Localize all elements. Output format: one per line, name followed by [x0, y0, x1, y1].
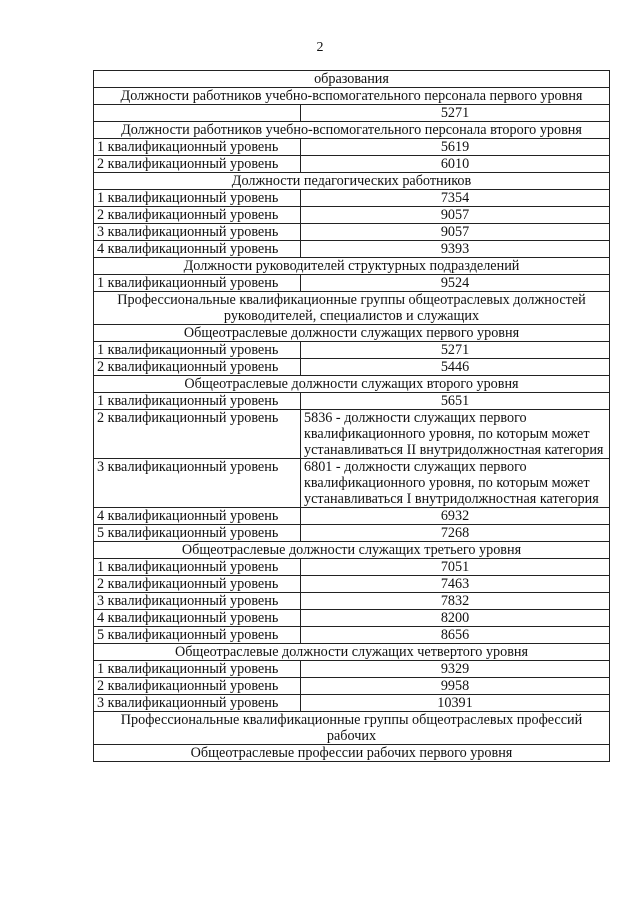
salary-value: 9958 [301, 678, 610, 695]
section-header: образования [94, 71, 610, 88]
section-header: Должности работников учебно-вспомогательного персонала второго уровня [94, 122, 610, 139]
salary-value: 7051 [301, 559, 610, 576]
salary-value: 10391 [301, 695, 610, 712]
section-header: Общеотраслевые должности служащих четвертого уровня [94, 644, 610, 661]
qualification-level: 5 квалификационный уровень [94, 525, 301, 542]
section-header: Должности педагогических работников [94, 173, 610, 190]
qualification-level: 1 квалификационный уровень [94, 342, 301, 359]
section-header-row [94, 644, 610, 661]
table-row [94, 241, 610, 258]
table-row [94, 275, 610, 292]
qualification-level: 2 квалификационный уровень [94, 410, 301, 459]
section-header-row [94, 712, 610, 745]
salary-value: 9057 [301, 207, 610, 224]
salary-value: 5619 [301, 139, 610, 156]
salary-description: 6801 - должности служащих первого квалификационного уровня, по которым может устанавливаться I внутридолжностная категория [301, 459, 610, 508]
table-row [94, 576, 610, 593]
section-header-row [94, 376, 610, 393]
qualification-level: 3 квалификационный уровень [94, 459, 301, 508]
table-row [94, 610, 610, 627]
salary-value: 9524 [301, 275, 610, 292]
qualification-level: 4 квалификационный уровень [94, 241, 301, 258]
salary-value: 9393 [301, 241, 610, 258]
qualification-level: 3 квалификационный уровень [94, 695, 301, 712]
table-row [94, 459, 610, 508]
section-header: Общеотраслевые должности служащих второго уровня [94, 376, 610, 393]
section-header-row [94, 122, 610, 139]
qualification-level: 1 квалификационный уровень [94, 661, 301, 678]
table-row [94, 359, 610, 376]
table-row [94, 139, 610, 156]
qualification-level: 1 квалификационный уровень [94, 559, 301, 576]
qualification-level: 2 квалификационный уровень [94, 359, 301, 376]
table-row [94, 559, 610, 576]
table-row [94, 508, 610, 525]
table-row [94, 393, 610, 410]
section-header-row [94, 173, 610, 190]
table-row [94, 695, 610, 712]
page-number: 2 [316, 40, 324, 55]
table-row [94, 105, 610, 122]
salary-value: 5271 [301, 342, 610, 359]
salary-value: 9057 [301, 224, 610, 241]
table-row [94, 156, 610, 173]
qualification-level: 1 квалификационный уровень [94, 139, 301, 156]
qualification-level: 1 квалификационный уровень [94, 393, 301, 410]
section-header: Должности руководителей структурных подразделений [94, 258, 610, 275]
salary-description: 5836 - должности служащих первого квалификационного уровня, по которым может устанавливаться II внутридолжностная категория [301, 410, 610, 459]
table-row [94, 410, 610, 459]
qualification-level: 1 квалификационный уровень [94, 275, 301, 292]
salary-value: 6010 [301, 156, 610, 173]
qualification-level: 3 квалификационный уровень [94, 593, 301, 610]
qualification-level: 1 квалификационный уровень [94, 190, 301, 207]
salary-value: 8200 [301, 610, 610, 627]
section-header-row [94, 258, 610, 275]
section-header-row [94, 745, 610, 762]
qualification-level: 3 квалификационный уровень [94, 224, 301, 241]
qualification-level: 2 квалификационный уровень [94, 576, 301, 593]
salary-value: 5271 [301, 105, 610, 122]
qualification-level: 4 квалификационный уровень [94, 610, 301, 627]
section-header: Профессиональные квалификационные группы общеотраслевых должностей руководителей, специалистов и служащих [94, 292, 610, 325]
qualification-level: 2 квалификационный уровень [94, 207, 301, 224]
section-header: Общеотраслевые должности служащих первого уровня [94, 325, 610, 342]
section-header-row [94, 542, 610, 559]
table-row [94, 525, 610, 542]
section-header: Должности работников учебно-вспомогательного персонала первого уровня [94, 88, 610, 105]
section-header-row [94, 71, 610, 88]
salary-value: 7463 [301, 576, 610, 593]
table-row [94, 224, 610, 241]
table-row [94, 207, 610, 224]
table-row [94, 190, 610, 207]
section-header-row [94, 292, 610, 325]
salary-value: 5651 [301, 393, 610, 410]
section-header: Общеотраслевые должности служащих третьего уровня [94, 542, 610, 559]
qualification-level: 2 квалификационный уровень [94, 156, 301, 173]
section-header: Профессиональные квалификационные группы общеотраслевых профессий рабочих [94, 712, 610, 745]
salary-value: 8656 [301, 627, 610, 644]
salary-value: 9329 [301, 661, 610, 678]
salary-table [93, 70, 610, 762]
salary-value: 7832 [301, 593, 610, 610]
table-row [94, 593, 610, 610]
salary-value: 6932 [301, 508, 610, 525]
salary-value: 7354 [301, 190, 610, 207]
qualification-level [94, 105, 301, 122]
table-row [94, 342, 610, 359]
qualification-level: 4 квалификационный уровень [94, 508, 301, 525]
table-row [94, 661, 610, 678]
table-row [94, 627, 610, 644]
section-header-row [94, 325, 610, 342]
salary-value: 5446 [301, 359, 610, 376]
qualification-level: 5 квалификационный уровень [94, 627, 301, 644]
salary-value: 7268 [301, 525, 610, 542]
section-header: Общеотраслевые профессии рабочих первого уровня [94, 745, 610, 762]
table-row [94, 678, 610, 695]
qualification-level: 2 квалификационный уровень [94, 678, 301, 695]
section-header-row [94, 88, 610, 105]
